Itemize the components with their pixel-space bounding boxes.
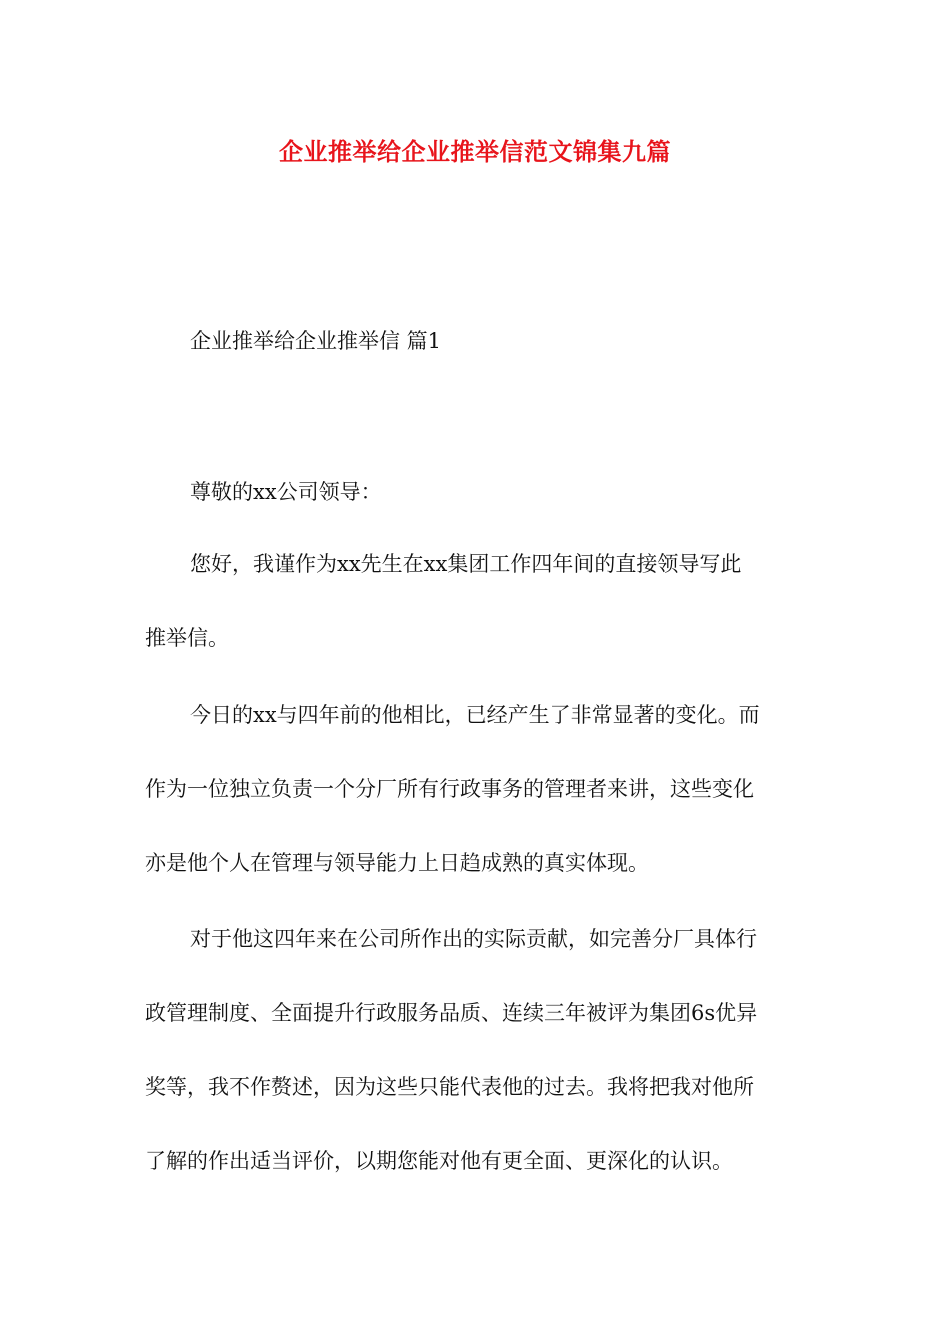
- paragraph-line: 奖等，我不作赘述，因为这些只能代表他的过去。我将把我对他所: [145, 1075, 754, 1099]
- paragraph-line: 推举信。: [145, 626, 229, 650]
- paragraph-line: 对于他这四年来在公司所作出的实际贡献，如完善分厂具体行: [190, 927, 757, 951]
- document-title: 企业推举给企业推举信范文锦集九篇: [279, 137, 671, 166]
- section-heading: 企业推举给企业推举信 篇1: [190, 329, 442, 353]
- paragraph-line: 今日的xx与四年前的他相比，已经产生了非常显著的变化。而: [190, 703, 760, 727]
- paragraph-line: 政管理制度、全面提升行政服务品质、连续三年被评为集团6s优异: [145, 1001, 758, 1025]
- salutation: 尊敬的xx公司领导：: [190, 480, 382, 504]
- paragraph-line: 了解的作出适当评价，以期您能对他有更全面、更深化的认识。: [145, 1149, 733, 1173]
- paragraph-line: 您好，我谨作为xx先生在xx集团工作四年间的直接领导写此: [190, 552, 742, 576]
- paragraph-line: 作为一位独立负责一个分厂所有行政事务的管理者来讲，这些变化: [145, 777, 754, 801]
- paragraph-line: 亦是他个人在管理与领导能力上日趋成熟的真实体现。: [145, 851, 649, 875]
